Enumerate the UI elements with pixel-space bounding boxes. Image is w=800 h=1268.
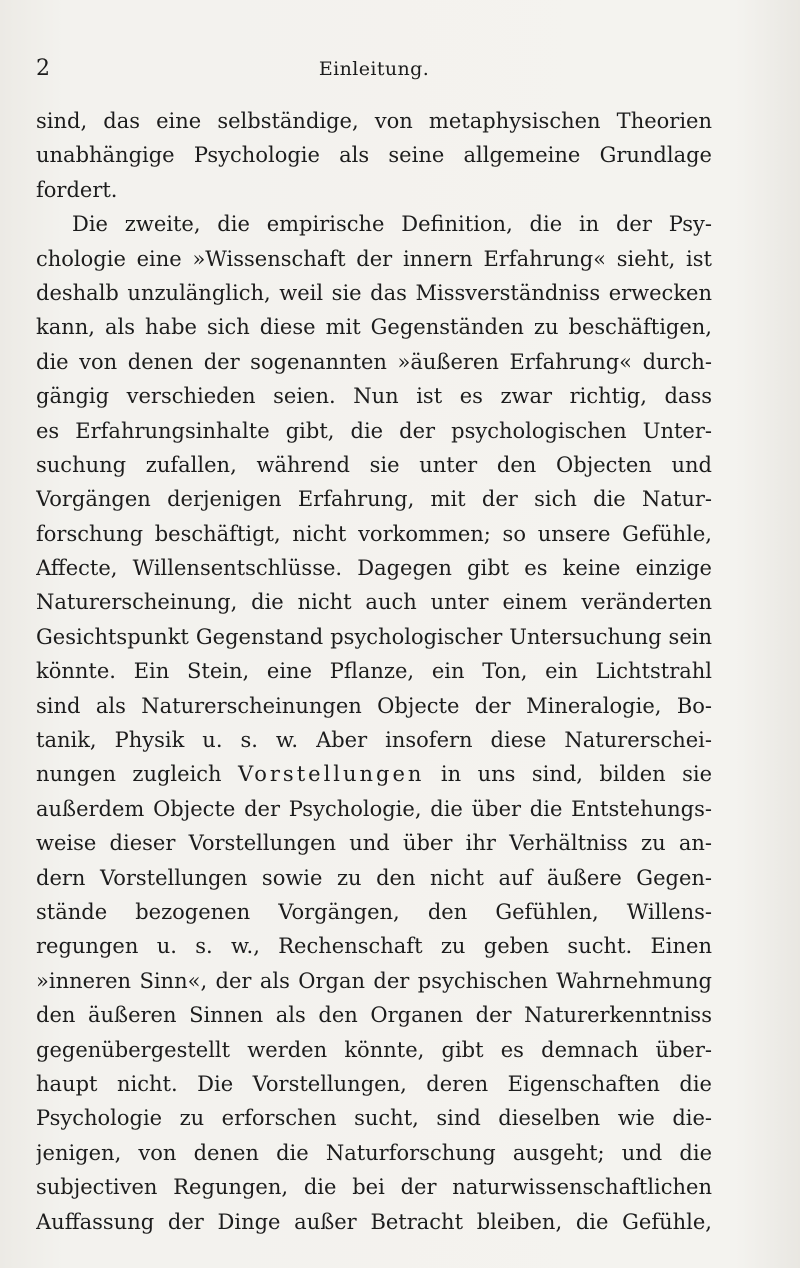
text-line: sind, das eine selbständige, von metaphysischen Theorien bbox=[36, 109, 712, 133]
text-line: Gesichtspunkt Gegenstand psychologischer Untersuchung sein bbox=[36, 624, 712, 649]
text-line: Psychologie zu erforschen sucht, sind dieselben wie die- bbox=[36, 1106, 712, 1131]
running-title: Einleitung. bbox=[318, 58, 430, 80]
text-line: Auffassung der Dinge außer Betracht bleiben, die Gefühle, bbox=[36, 1209, 712, 1234]
text-line: deshalb unzulänglich, weil sie das Missverständniss erwecken bbox=[36, 280, 712, 305]
text-line: sind als Naturerscheinungen Objecte der Mineralogie, Bo- bbox=[36, 693, 712, 718]
text-line: stände bezogenen Vorgängen, den Gefühlen, Willens- bbox=[36, 899, 712, 924]
text-line: regungen u. s. w., Rechenschaft zu geben sucht. Einen bbox=[36, 934, 712, 959]
text-line: suchung zufallen, während sie unter den Objecten und bbox=[36, 452, 712, 477]
emphasized-term: Vorstellungen bbox=[238, 762, 425, 787]
text-line: den äußeren Sinnen als den Organen der Naturerkenntniss bbox=[36, 1003, 712, 1028]
text-line: jenigen, von denen die Naturforschung ausgeht; und die bbox=[36, 1140, 712, 1165]
text-line: fordert. bbox=[36, 177, 118, 202]
text-line: chologie eine »Wissenschaft der innern Erfahrung« sieht, ist bbox=[36, 246, 712, 271]
text-line: Vorgängen derjenigen Erfahrung, mit der sich die Natur- bbox=[36, 487, 712, 512]
text-line: haupt nicht. Die Vorstellungen, deren Eigenschaften die bbox=[36, 1071, 712, 1096]
text-line: könnte. Ein Stein, eine Pflanze, ein Ton, ein Lichtstrahl bbox=[36, 659, 712, 684]
text-segment: in uns sind, bilden sie bbox=[424, 762, 712, 787]
text-line: dern Vorstellungen sowie zu den nicht auf äußere Gegen- bbox=[36, 865, 712, 890]
text-line: die von denen der sogenannten »äußeren Erfahrung« durch- bbox=[36, 349, 712, 374]
text-line: subjectiven Regungen, die bei der naturwissenschaftlichen bbox=[36, 1175, 712, 1200]
page-number: 2 bbox=[36, 56, 51, 81]
text-line: gegenübergestellt werden könnte, gibt es demnach über- bbox=[36, 1037, 712, 1062]
text-line: es Erfahrungsinhalte gibt, die der psychologischen Unter- bbox=[36, 418, 712, 443]
body-text bbox=[36, 104, 712, 1239]
text-line: weise dieser Vorstellungen und über ihr Verhältniss zu an- bbox=[36, 831, 712, 856]
text-line: kann, als habe sich diese mit Gegenständen zu beschäftigen, bbox=[36, 315, 712, 340]
text-segment: nungen zugleich bbox=[36, 762, 239, 787]
text-line: Affecte, Willensentschlüsse. Dagegen gibt es keine einzige bbox=[36, 556, 712, 581]
text-line bbox=[36, 757, 712, 791]
text-line: unabhängige Psychologie als seine allgemeine Grundlage bbox=[36, 143, 712, 168]
page-header bbox=[36, 56, 712, 86]
text-line: forschung beschäftigt, nicht vorkommen; so unsere Gefühle, bbox=[36, 521, 712, 546]
text-line: Die zweite, die empirische Definition, die in der Psy- bbox=[72, 212, 712, 237]
text-line: gängig verschieden seien. Nun ist es zwar richtig, dass bbox=[36, 384, 712, 409]
text-line: außerdem Objecte der Psychologie, die über die Entstehungs- bbox=[36, 796, 712, 821]
text-line: tanik, Physik u. s. w. Aber insofern diese Naturerschei- bbox=[36, 728, 712, 753]
text-line: Naturerscheinung, die nicht auch unter einem veränderten bbox=[36, 590, 712, 615]
text-line: »inneren Sinn«, der als Organ der psychischen Wahrnehmung bbox=[36, 968, 712, 993]
